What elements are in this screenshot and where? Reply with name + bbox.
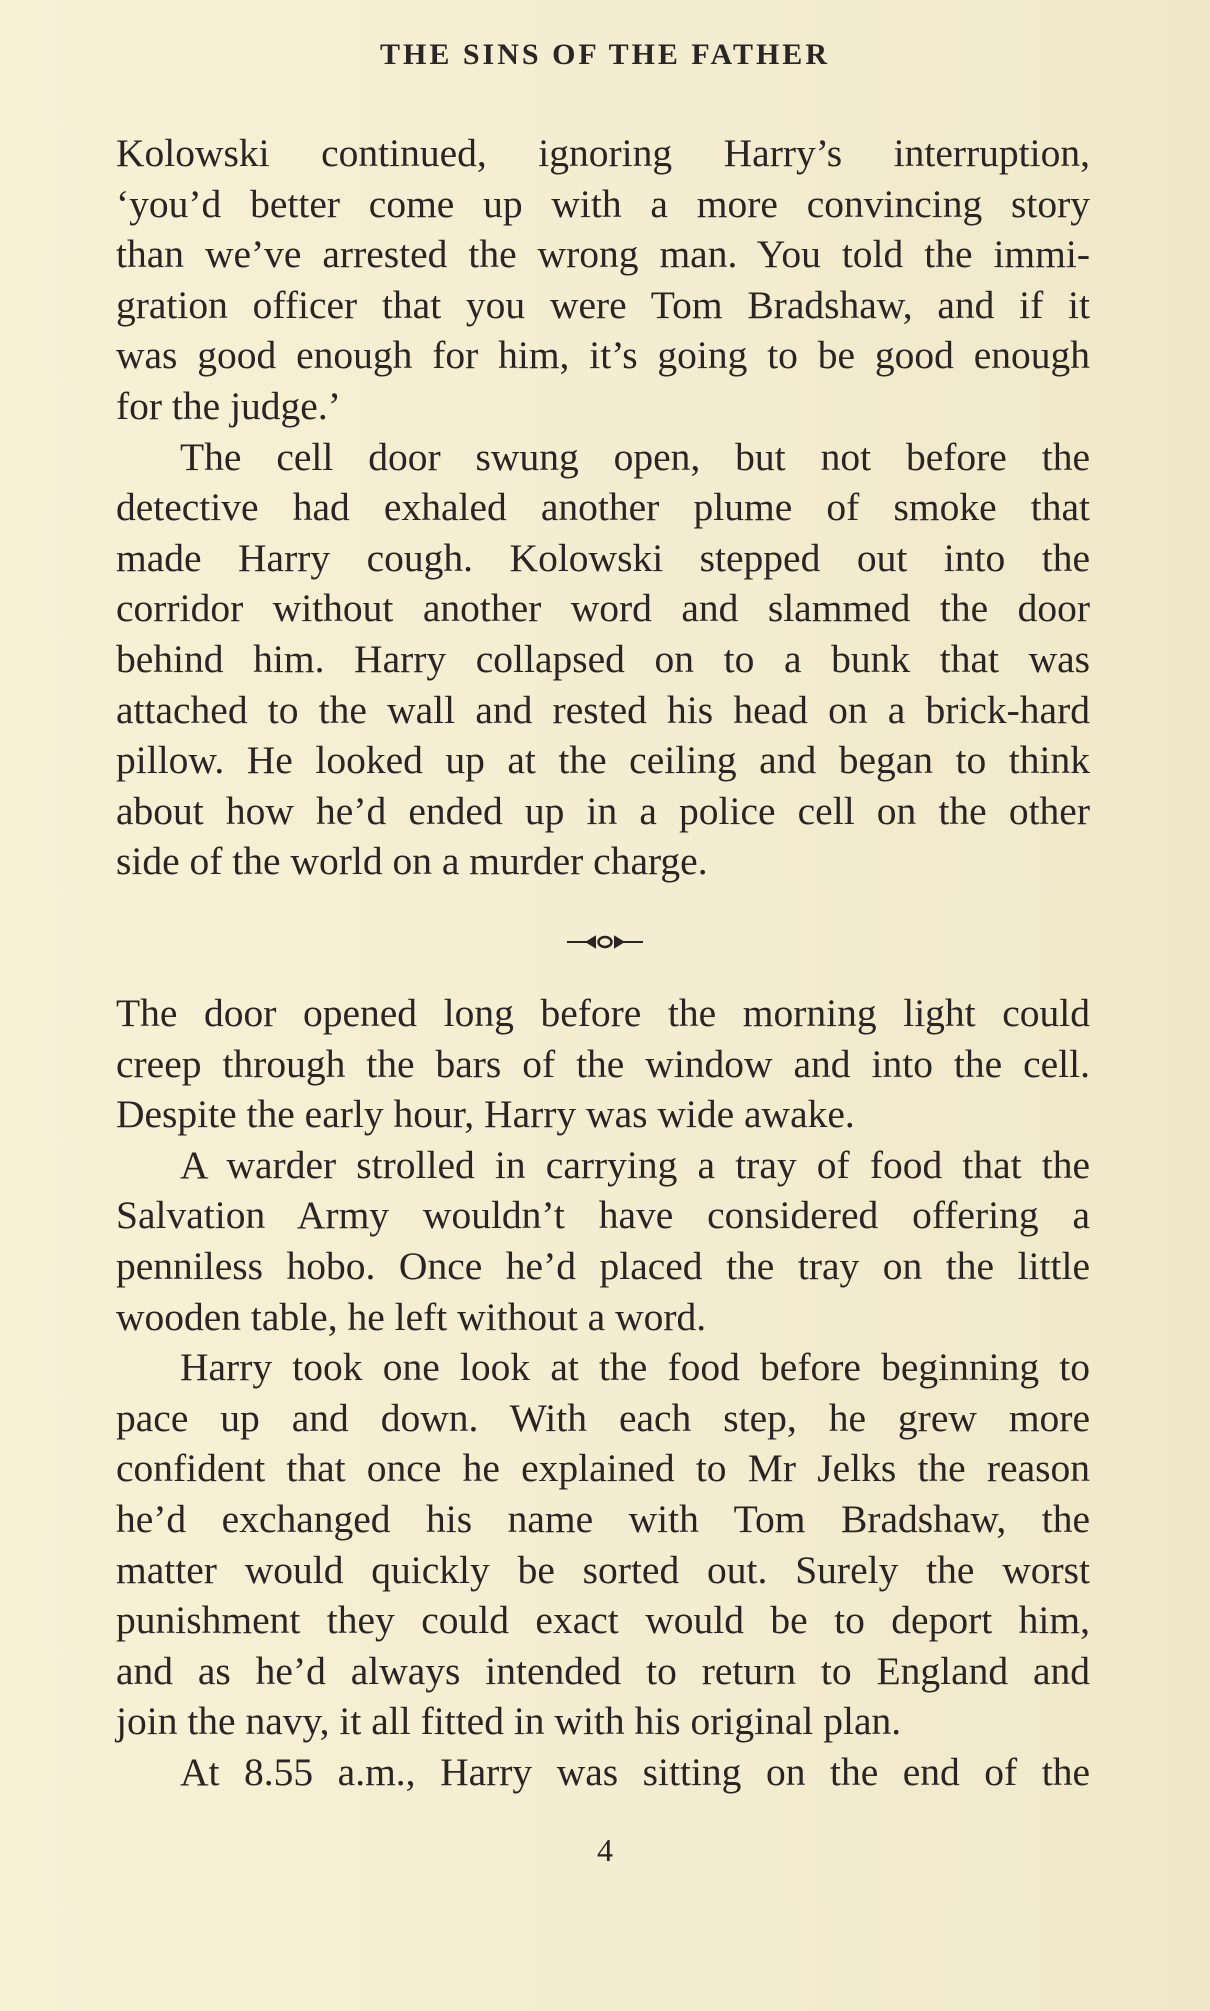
text-line: gration officer that you were Tom Bradshaw, and if it xyxy=(116,282,1090,327)
text-line: A warder strolled in carrying a tray of food that the xyxy=(180,1142,1090,1187)
text-line: Harry took one look at the food before beginning to xyxy=(180,1345,1090,1390)
text-line: and as he’d always intended to return to England and xyxy=(116,1648,1090,1693)
text-line: side of the world on a murder charge. xyxy=(116,839,708,884)
text-line: creep through the bars of the window and into the cell. xyxy=(116,1041,1090,1086)
text-line: behind him. Harry collapsed on to a bunk that was xyxy=(116,636,1090,681)
text-line: join the navy, it all fitted in with his original plan. xyxy=(116,1699,902,1744)
text-line: ‘you’d better come up with a more convincing story xyxy=(116,181,1090,226)
text-line: he’d exchanged his name with Tom Bradshaw, the xyxy=(116,1496,1090,1541)
text-line: corridor without another word and slammed the door xyxy=(116,586,1090,631)
text-line: punishment they could exact would be to deport him, xyxy=(116,1598,1090,1643)
page-number: 4 xyxy=(597,1832,613,1868)
text-line: Despite the early hour, Harry was wide awake. xyxy=(116,1092,855,1137)
text-line: wooden table, he left without a word. xyxy=(116,1294,707,1339)
text-line: matter would quickly be sorted out. Surely the worst xyxy=(116,1547,1090,1592)
text-line: Salvation Army wouldn’t have considered offering a xyxy=(116,1193,1090,1238)
text-line: detective had exhaled another plume of smoke that xyxy=(116,485,1090,530)
running-head: THE SINS OF THE FATHER xyxy=(380,38,830,71)
text-line: about how he’d ended up in a police cell on the other xyxy=(116,788,1090,833)
text-line: pace up and down. With each step, he grew more xyxy=(116,1395,1090,1440)
text-line: for the judge.’ xyxy=(116,383,341,428)
text-line: The door opened long before the morning light could xyxy=(116,991,1090,1035)
text-section-1 xyxy=(116,128,1090,887)
text-section-2 xyxy=(116,988,1090,1798)
text-line: At 8.55 a.m., Harry was sitting on the end of the xyxy=(180,1749,1090,1794)
text-line: attached to the wall and rested his head on a brick-hard xyxy=(116,687,1090,732)
text-line: The cell door swung open, but not before the xyxy=(180,434,1090,479)
text-line: confident that once he explained to Mr Jelks the reason xyxy=(116,1446,1090,1491)
section-break-ornament-icon xyxy=(0,930,1210,960)
text-line: than we’ve arrested the wrong man. You told the immi- xyxy=(116,232,1090,277)
text-line: was good enough for him, it’s going to be good enough xyxy=(116,333,1090,378)
text-line: pillow. He looked up at the ceiling and began to think xyxy=(116,738,1090,783)
text-line: Kolowski continued, ignoring Harry’s interruption, xyxy=(116,131,1090,175)
text-line: made Harry cough. Kolowski stepped out into the xyxy=(116,535,1090,580)
text-line: penniless hobo. Once he’d placed the tray on the little xyxy=(116,1243,1090,1288)
